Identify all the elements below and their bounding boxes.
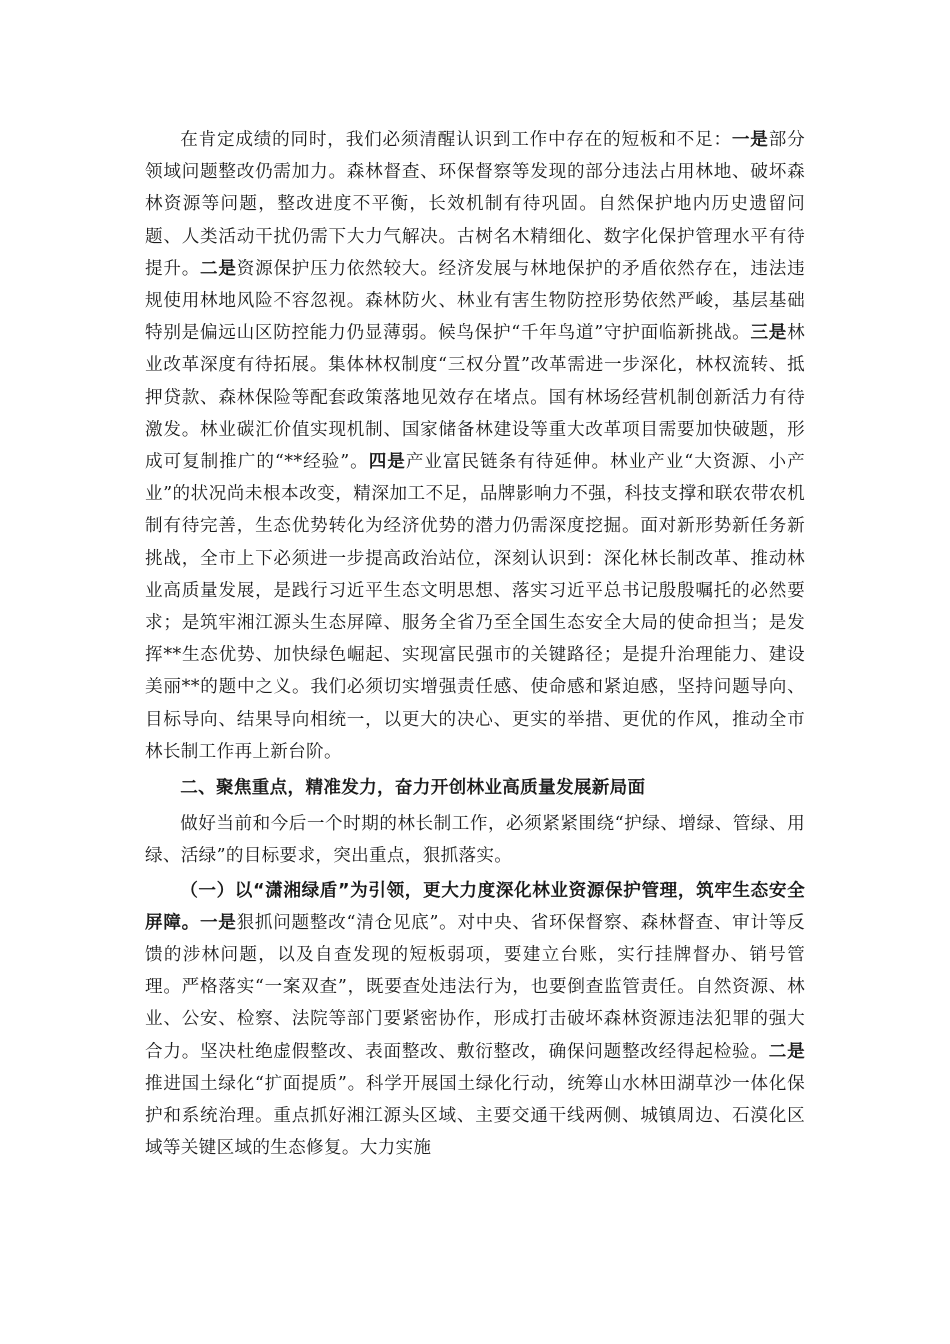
bold-marker-four: 四是 <box>368 452 406 473</box>
paragraph-shortcomings <box>145 124 805 768</box>
paragraph-subsection-one <box>145 875 805 1165</box>
bold-marker-three: 三是 <box>750 323 788 344</box>
subsection-heading-one: （一）以“潇湘绿盾”为引领，更大力度深化林业资源保护管理，筑牢生态安全屏障。 <box>145 880 805 933</box>
text-run: 狠抓问题整改“清仓见底”。对中央、省环保督察、森林督查、审计等反馈的涉林问题，以及自查发现的短板弱项，要建立台账，实行挂牌督办、销号管理。严格落实“一案双查”，既要查处违法行为，也要倒查监管责任。自然资源、林业、公安、检察、法院等部门要紧密协作，形成打击破坏森林资源违法犯罪的强大合力。坚决杜绝虚假整改、表面整改、敷衍整改，确保问题整改经得起检验。 <box>145 912 806 1062</box>
bold-marker-two: 二是 <box>768 1041 805 1062</box>
bold-marker-one: 一是 <box>199 912 237 933</box>
text-run: 产业富民链条有待延伸。林业产业“大资源、小产业”的状况尚未根本改变，精深加工不足，品牌影响力不强，科技支撑和联农带农机制有待完善，生态优势转化为经济优势的潜力仍需深度挖掘。面对新形势新任务新挑战，全市上下必须进一步提高政治站位，深刻认识到：深化林长制改革、推动林业高质量发展，是践行习近平生态文明思想、落实习近平总书记殷殷嘱托的必然要求；是筑牢湘江源头生态屏障、服务全省乃至全国生态安全大局的使命担当；是发挥**生态优势、加快绿色崛起、实现富民强市的关键路径；是提升治理能力、建设美丽**的题中之义。我们必须切实增强责任感、使命感和紧迫感，坚持问题导向、目标导向、结果导向相统一，以更大的决心、更实的举措、更优的作风，推动全市林长制工作再上新台阶。 <box>145 452 805 762</box>
text-run: 在肯定成绩的同时，我们必须清醒认识到工作中存在的短板和不足： <box>180 130 732 150</box>
text-run: 部分领域问题整改仍需加力。森林督查、环保督察等发现的部分违法占用林地、破坏森林资源等问题，整改进度不平衡，长效机制有待巩固。自然保护地内历史遗留问题、人类活动干扰仍需下大力气解决。古树名木精细化、数字化保护管理水平有待提升。 <box>145 130 805 279</box>
text-run: 林业改革深度有待拓展。集体林权制度“三权分置”改革需进一步深化，林权流转、抵押贷款、森林保险等配套政策落地见效存在堵点。国有林场经营机制创新活力有待激发。林业碳汇价值实现机制、国家储备林建设等重大改革项目需要加快破题，形成可复制推广的“**经验”。 <box>145 323 805 473</box>
bold-marker-one: 一是 <box>731 130 769 150</box>
paragraph-intro: 做好当前和今后一个时期的林长制工作，必须紧紧围绕“护绿、增绿、管绿、用绿、活绿”的目标要求，突出重点，狠抓落实。 <box>145 814 805 867</box>
text-run: 推进国土绿化“扩面提质”。科学开展国土绿化行动，统筹山水林田湖草沙一体化保护和系统治理。重点抓好湘江源头区域、主要交通干线两侧、城镇周边、石漠化区域等关键区域的生态修复。大力实施 <box>145 1073 805 1159</box>
text-run: 资源保护压力依然较大。经济发展与林地保护的矛盾依然存在，违法违规使用林地风险不容忽视。森林防火、林业有害生物防控形势依然严峻，基层基础特别是偏远山区防控能力仍显薄弱。候鸟保护“千年鸟道”守护面临新挑战。 <box>145 258 805 344</box>
section-heading-two: 二、聚焦重点，精准发力，奋力开创林业高质量发展新局面 <box>180 778 646 799</box>
document-page <box>145 124 805 1165</box>
bold-marker-two: 二是 <box>200 258 237 279</box>
